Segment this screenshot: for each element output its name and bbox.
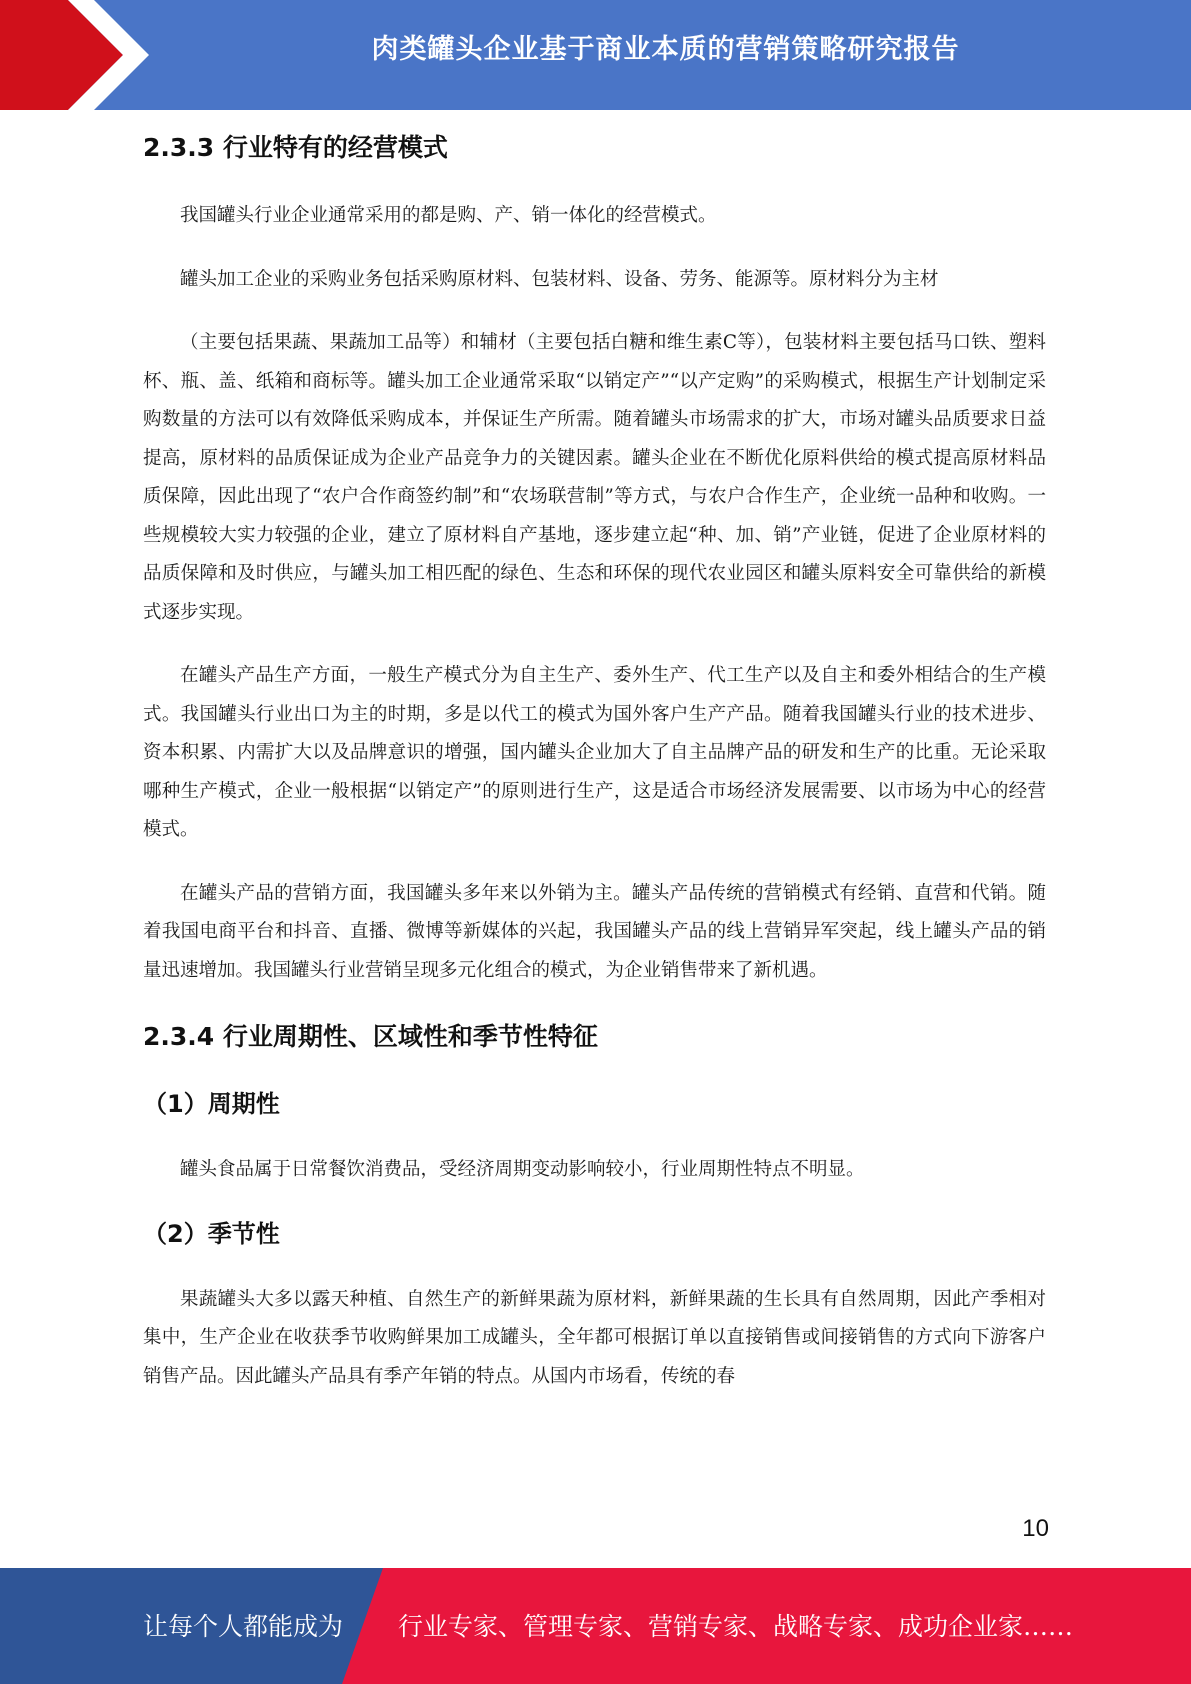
paragraph-production: 在罐头产品生产方面，一般生产模式分为自主生产、委外生产、代工生产以及自主和委外相结合的生产模式。我国罐头行业出口为主的时期，多是以代工的模式为国外客户生产产品。随着我国罐头行业的技术进步、资本积累、内需扩大以及品牌意识的增强，国内罐头企业加大了自主品牌产品的研发和生产的比重。无论采取哪种生产模式，企业一般根据“以销定产”的原则进行生产，这是适合市场经济发展需要、以市场为中心的经营模式。 bbox=[143, 665, 1046, 840]
page-header bbox=[0, 0, 1191, 110]
page-number: 10 bbox=[1022, 1515, 1049, 1542]
subheading-seasonality: （2）季节性 bbox=[143, 1219, 280, 1248]
paragraph-procurement-intro: 罐头加工企业的采购业务包括采购原材料、包装材料、设备、劳务、能源等。原材料分为主材 bbox=[180, 268, 939, 290]
document-body bbox=[143, 128, 1046, 1396]
section-heading-2-3-3: 2.3.3 行业特有的经营模式 bbox=[143, 133, 448, 162]
paragraph-marketing: 在罐头产品的营销方面，我国罐头多年来以外销为主。罐头产品传统的营销模式有经销、直营和代销。随着我国电商平台和抖音、直播、微博等新媒体的兴起，我国罐头产品的线上营销异军突起，线上罐头产品的销量迅速增加。我国罐头行业营销呈现多元化组合的模式，为企业销售带来了新机遇。 bbox=[143, 882, 1046, 981]
report-title: 肉类罐头企业基于商业本质的营销策略研究报告 bbox=[371, 34, 960, 65]
paragraph-seasonality: 果蔬罐头大多以露天种植、自然生产的新鲜果蔬为原材料，新鲜果蔬的生长具有自然周期，因此产季相对集中，生产企业在收获季节收购鲜果加工成罐头，全年都可根据订单以直接销售或间接销售的方式向下游客户销售产品。因此罐头产品具有季产年销的特点。从国内市场看，传统的春 bbox=[143, 1288, 1046, 1387]
subheading-cyclicality: （1）周期性 bbox=[143, 1090, 280, 1118]
page-footer bbox=[0, 1568, 1191, 1684]
footer-slogan-right: 行业专家、管理专家、营销专家、战略专家、成功企业家…… bbox=[398, 1612, 1074, 1641]
section-heading-2-3-4: 2.3.4 行业周期性、区域性和季节性特征 bbox=[143, 1022, 598, 1051]
paragraph-procurement-detail: （主要包括果蔬、果蔬加工品等）和辅材（主要包括白糖和维生素C等），包装材料主要包括马口铁、塑料杯、瓶、盖、纸箱和商标等。罐头加工企业通常采取“以销定产”“以产定购”的采购模式，根据生产计划制定采购数量的方法可以有效降低采购成本，并保证生产所需。随着罐头市场需求的扩大，市场对罐头品质要求日益提高，原材料的品质保证成为企业产品竞争力的关键因素。罐头企业在不断优化原料供给的模式提高原材料品质保障，因此出现了“农户合作商签约制”和“农场联营制”等方式，与农户合作生产，企业统一品种和收购。一些规模较大实力较强的企业，建立了原材料自产基地，逐步建立起“种、加、销”产业链，促进了企业原材料的品质保障和及时供应，与罐头加工相匹配的绿色、生态和环保的现代农业园区和罐头原料安全可靠供给的新模式逐步实现。 bbox=[143, 332, 1046, 623]
paragraph-business-model-intro: 我国罐头行业企业通常采用的都是购、产、销一体化的经营模式。 bbox=[180, 205, 717, 226]
footer-slogan-left: 让每个人都能成为 bbox=[143, 1612, 344, 1641]
paragraph-cyclicality: 罐头食品属于日常餐饮消费品，受经济周期变动影响较小，行业周期性特点不明显。 bbox=[180, 1159, 865, 1180]
